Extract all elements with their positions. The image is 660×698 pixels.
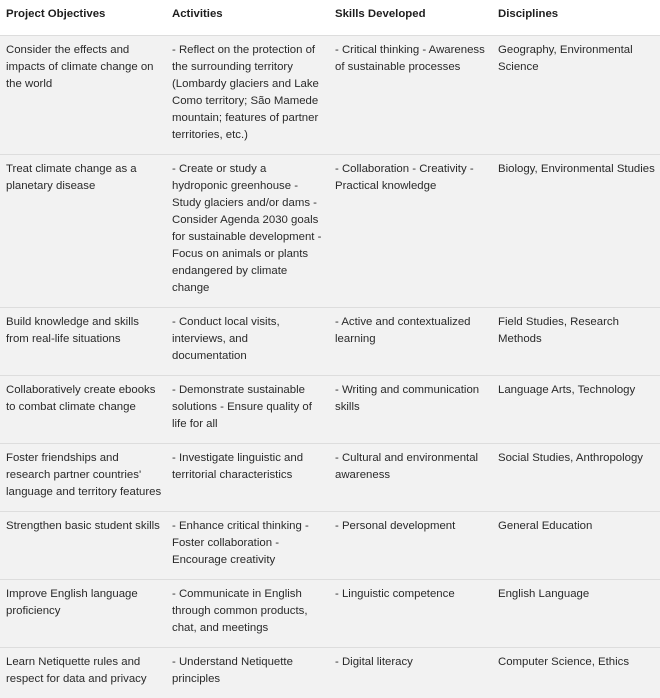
disciplines-cell: Computer Science, Ethics — [492, 648, 660, 698]
skills-cell: - Writing and communication skills — [329, 376, 492, 444]
header-project-objectives: Project Objectives — [0, 0, 166, 36]
objective-cell: Collaboratively create ebooks to combat climate change — [0, 376, 166, 444]
objective-cell: Consider the effects and impacts of climate change on the world — [0, 36, 166, 155]
objective-cell: Foster friendships and research partner countries' language and territory features — [0, 444, 166, 512]
disciplines-cell: Social Studies, Anthropology — [492, 444, 660, 512]
table-row — [0, 648, 660, 698]
skills-cell: - Personal development — [329, 512, 492, 580]
disciplines-cell: Field Studies, Research Methods — [492, 308, 660, 376]
skills-cell: - Linguistic competence — [329, 580, 492, 648]
activities-cell: - Investigate linguistic and territorial characteristics — [166, 444, 329, 512]
table-row — [0, 512, 660, 580]
activities-cell: - Communicate in English through common products, chat, and meetings — [166, 580, 329, 648]
skills-cell: - Critical thinking - Awareness of sustainable processes — [329, 36, 492, 155]
activities-cell: - Understand Netiquette principles — [166, 648, 329, 698]
table-header-row — [0, 0, 660, 36]
table-row — [0, 444, 660, 512]
skills-cell: - Collaboration - Creativity - Practical knowledge — [329, 155, 492, 308]
activities-cell: - Enhance critical thinking - Foster collaboration - Encourage creativity — [166, 512, 329, 580]
table-row — [0, 308, 660, 376]
disciplines-cell: Biology, Environmental Studies — [492, 155, 660, 308]
activities-cell: - Create or study a hydroponic greenhouse - Study glaciers and/or dams - Consider Agenda 2030 goals for sustainable development - Focus on animals or plants endangered by climate change — [166, 155, 329, 308]
objective-cell: Strengthen basic student skills — [0, 512, 166, 580]
skills-cell: - Cultural and environmental awareness — [329, 444, 492, 512]
table-row — [0, 155, 660, 308]
activities-cell: - Conduct local visits, interviews, and documentation — [166, 308, 329, 376]
header-skills-developed: Skills Developed — [329, 0, 492, 36]
objective-cell: Improve English language proficiency — [0, 580, 166, 648]
table-row — [0, 36, 660, 155]
header-activities: Activities — [166, 0, 329, 36]
disciplines-cell: Language Arts, Technology — [492, 376, 660, 444]
disciplines-cell: English Language — [492, 580, 660, 648]
objective-cell: Build knowledge and skills from real-life situations — [0, 308, 166, 376]
header-disciplines: Disciplines — [492, 0, 660, 36]
activities-cell: - Demonstrate sustainable solutions - Ensure quality of life for all — [166, 376, 329, 444]
table-row — [0, 376, 660, 444]
skills-cell: - Digital literacy — [329, 648, 492, 698]
objective-cell: Treat climate change as a planetary disease — [0, 155, 166, 308]
disciplines-cell: General Education — [492, 512, 660, 580]
table-row — [0, 580, 660, 648]
skills-cell: - Active and contextualized learning — [329, 308, 492, 376]
objective-cell: Learn Netiquette rules and respect for data and privacy — [0, 648, 166, 698]
disciplines-cell: Geography, Environmental Science — [492, 36, 660, 155]
activities-cell: - Reflect on the protection of the surrounding territory (Lombardy glaciers and Lake Como territory; São Mamede mountain; features of partner territories, etc.) — [166, 36, 329, 155]
